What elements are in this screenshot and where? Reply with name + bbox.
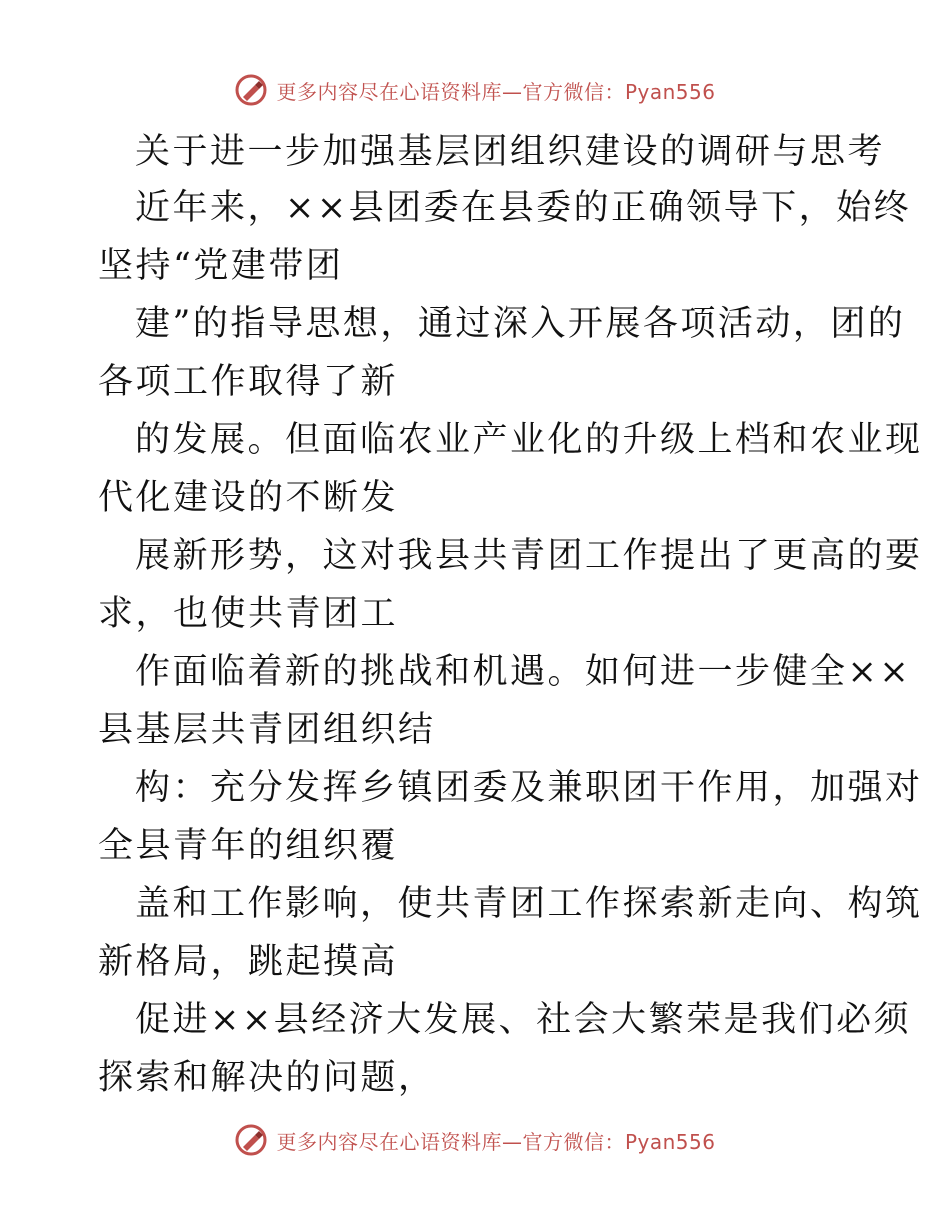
paragraph-line: 作面临着新的挑战和机遇。如何进一步健全×× — [135, 652, 912, 692]
paragraph-line: 新格局，跳起摸高 — [98, 942, 399, 982]
document-title: 关于进一步加强基层团组织建设的调研与思考 — [135, 132, 886, 172]
paragraph-line: 求，也使共青团工 — [98, 594, 399, 634]
paragraph-line: 坚持“党建带团 — [98, 246, 344, 286]
paragraph-line: 建”的指导思想，通过深入开展各项活动，团的 — [135, 304, 906, 344]
paragraph-line: 近年来，××县团委在县委的正确领导下，始终 — [135, 188, 912, 228]
paragraph-line: 各项工作取得了新 — [98, 362, 399, 402]
paragraph-line: 全县青年的组织覆 — [98, 826, 399, 866]
paragraph-line: 县基层共青团组织结 — [98, 710, 436, 750]
paragraph-line: 展新形势，这对我县共青团工作提出了更高的要 — [135, 536, 923, 576]
pen-logo-icon — [234, 1123, 268, 1157]
paragraph-line: 的发展。但面临农业产业化的升级上档和农业现 — [135, 420, 923, 460]
header-banner-text: 更多内容尽在心语资料库—官方微信：Pyan556 — [276, 79, 716, 104]
paragraph-line: 构：充分发挥乡镇团委及兼职团干作用，加强对 — [135, 768, 923, 808]
paragraph-line: 代化建设的不断发 — [98, 478, 399, 518]
footer-banner-text: 更多内容尽在心语资料库—官方微信：Pyan556 — [276, 1129, 716, 1154]
paragraph-line: 探索和解决的问题， — [98, 1058, 436, 1098]
paragraph-line: 盖和工作影响，使共青团工作探索新走向、构筑 — [135, 884, 923, 924]
footer-banner — [0, 1120, 950, 1160]
header-banner — [0, 70, 950, 110]
pen-logo-icon — [234, 73, 268, 107]
paragraph-line: 促进××县经济大发展、社会大繁荣是我们必须 — [135, 1000, 912, 1040]
